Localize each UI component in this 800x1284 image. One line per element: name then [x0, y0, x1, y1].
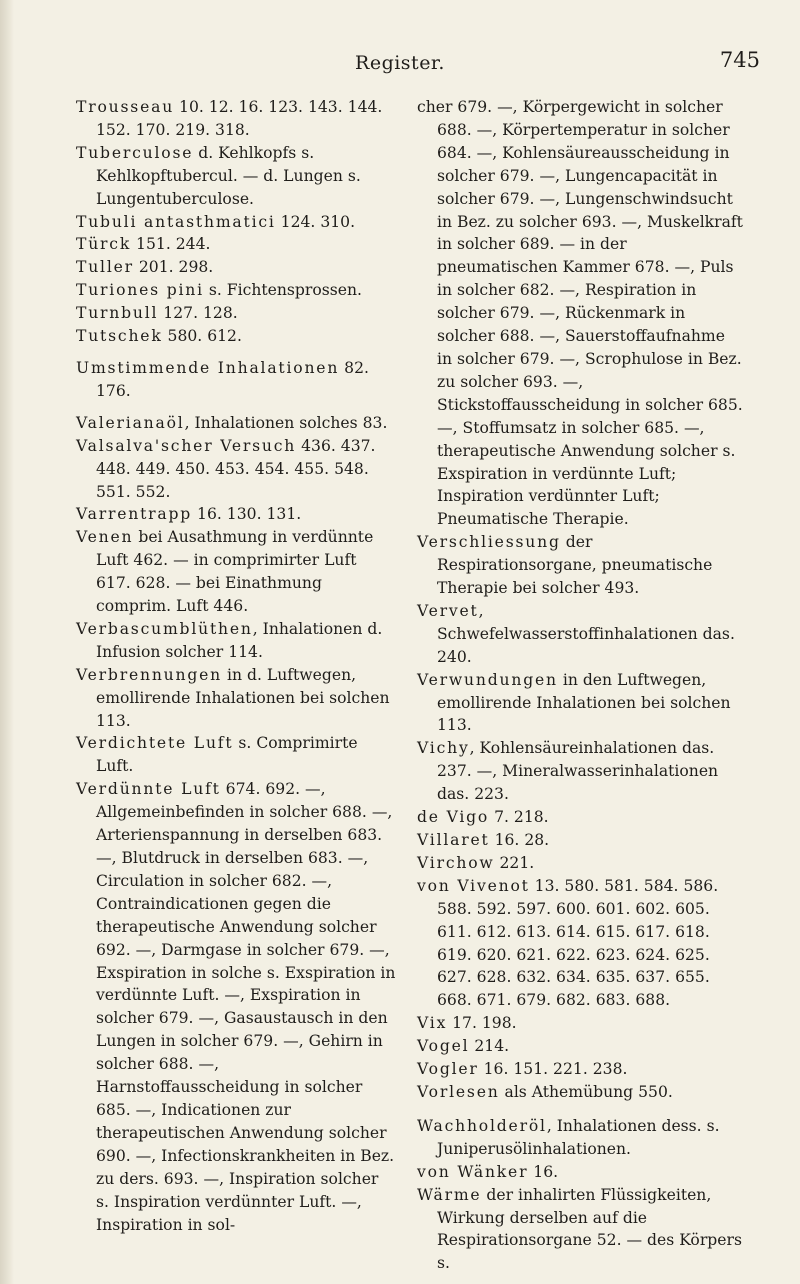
- entry-term: Varrentrapp: [76, 505, 193, 524]
- entry-term: Türck: [76, 235, 132, 254]
- entry-term: Tutschek: [76, 327, 163, 346]
- entry-term: Verbascumblüthen: [76, 619, 253, 638]
- entry-term: Vervet: [417, 601, 479, 620]
- index-entry: [76, 142, 396, 211]
- entry-term: von Wänker: [417, 1162, 529, 1181]
- index-entry: [76, 664, 396, 733]
- entry-term: Vichy: [417, 739, 470, 758]
- entry-text: 16.: [528, 1162, 559, 1181]
- entry-text: 201. 298.: [133, 258, 214, 277]
- index-entry: [76, 96, 396, 142]
- index-entry: [76, 302, 396, 325]
- index-entry: [417, 1161, 743, 1184]
- entry-term: Virchow: [417, 853, 495, 872]
- entry-text: 16. 130. 131.: [192, 505, 302, 524]
- index-entry: [76, 233, 396, 256]
- entry-term: Trousseau: [76, 98, 175, 116]
- entry-text: cher 679. —, Körpergewicht in solcher 688. —, Körpertemperatur in solcher 684. —, Kohlensäureausscheidung in solcher 679. —, Lungencapacität in solcher 679. —, Lungenschwindsucht in Bez. zu solcher 693. —, Muskelkraft in solcher 689. — in der pneumatischen Kammer 678. —, Puls in solcher 682. —, Respiration in solcher 679. —, Rückenmark in solcher 688. —, Sauerstoffaufnahme in solcher 679. —, Scrophulose in Bez. zu solcher 693. —, Stickstoffausscheidung in solcher 685. —, Stoffumsatz in solcher 685. —, therapeutische Anwendung solcher s. Exspiration in verdünnte Luft; Inspiration verdünnter Luft; Pneumatische Therapie.: [417, 98, 743, 529]
- index-entry: [76, 279, 396, 302]
- entry-text: 7. 218.: [489, 808, 549, 827]
- entry-term: Wachholderöl: [417, 1116, 547, 1135]
- entry-text: , Inhalationen d. Infusion solcher 114.: [96, 619, 383, 661]
- index-entry: [76, 211, 396, 234]
- entry-text: 580. 612.: [162, 327, 242, 346]
- entry-text: 17. 198.: [447, 1014, 517, 1033]
- entry-term: Villaret: [417, 831, 490, 849]
- right-column: [417, 96, 743, 1275]
- entry-text: in d. Luftwegen, emollirende Inhalationen bei solchen 113.: [96, 665, 390, 730]
- entry-term: Tuberculose: [76, 143, 194, 162]
- entry-text: der inhalirten Flüssigkeiten, Wirkung derselben auf die Respirationsorgane 52. — des Körpers s.: [437, 1185, 742, 1273]
- entry-text: , Inhalationen dess. s. Juniperusölinhalationen.: [437, 1116, 720, 1158]
- entry-text: 127. 128.: [158, 304, 238, 323]
- index-entry: [76, 778, 396, 1236]
- index-entry: [76, 412, 396, 435]
- entry-text: 151. 244.: [131, 235, 211, 254]
- index-entry: [417, 806, 743, 829]
- index-entry: [76, 526, 396, 618]
- entry-term: de Vigo: [417, 808, 490, 827]
- index-entry: [417, 1081, 743, 1104]
- entry-text: 16. 151. 221. 238.: [478, 1060, 628, 1079]
- entry-term: Verwundungen: [417, 670, 558, 689]
- entry-text: 436. 437. 448. 449. 450. 453. 454. 455. 548. 551. 552.: [96, 436, 376, 501]
- index-entry: [417, 1035, 743, 1058]
- index-entry: [417, 1115, 743, 1161]
- page-number: 745: [719, 48, 760, 72]
- entry-text: bei Ausathmung in verdünnte Luft 462. — in comprimirter Luft 617. 628. — bei Einathmung comprim. Luft 446.: [96, 528, 374, 616]
- entry-text: 674. 692. —, Allgemeinbefinden in solcher 688. —, Arterienspannung in derselben 683. —, Blutdruck in derselben 683. —, Circulation in solcher 682. —, Contraindicationen gegen die therapeutische Anwendung solcher 692. —, Darmgase in solcher 679. —, Exspiration in solche s. Exspiration in verdünnte Luft. —, Exspiration in solcher 679. —, Gasaustausch in den Lungen in solcher 679. —, Gehirn in solcher 688. —, Harnstoffausscheidung in solcher 685. —, Indicationen zur therapeutischen Anwendung solcher 690. —, Infectionskrankheiten in Bez. zu ders. 693. —, Inspiration solcher s. Inspiration verdünnter Luft. —, Inspiration in sol-: [96, 780, 396, 1234]
- index-entry: [76, 325, 396, 348]
- entry-term: Valsalva'scher Versuch: [76, 436, 297, 455]
- entry-text: der Respirationsorgane, pneumatische Therapie bei solcher 493.: [437, 533, 713, 598]
- index-entry: [76, 256, 396, 279]
- entry-term: Verdichtete Luft: [76, 734, 234, 753]
- entry-term: Valerianaöl: [76, 413, 185, 432]
- entry-term: von Vivenot: [417, 876, 530, 895]
- entry-term: Turiones pini: [76, 281, 204, 300]
- entry-term: Vorlesen: [417, 1082, 500, 1101]
- index-entry: [417, 829, 743, 852]
- entry-term: Vogler: [417, 1060, 479, 1079]
- index-entry: [76, 618, 396, 664]
- page-header: [0, 48, 800, 78]
- entry-text: 221.: [494, 853, 535, 872]
- entry-term: Tuller: [76, 258, 134, 277]
- entry-text: s. Comprimirte Luft.: [96, 734, 358, 776]
- entry-term: Vix: [417, 1014, 448, 1033]
- entry-text: in den Luftwegen, emollirende Inhalationen bei solchen 113.: [437, 670, 731, 735]
- entry-text: , Schwefelwasserstoffinhalationen das. 240.: [437, 601, 735, 666]
- entry-term: Vogel: [417, 1037, 470, 1056]
- entry-term: Turnbull: [76, 304, 159, 323]
- entry-text: d. Kehlkopfs s. Kehlkopftubercul. — d. Lungen s. Lungentuberculose.: [96, 143, 361, 208]
- index-entry: [417, 600, 743, 669]
- index-entry: [417, 1058, 743, 1081]
- entry-text: 16. 28.: [489, 831, 550, 849]
- entry-term: Venen: [76, 528, 134, 547]
- entry-term: Tubuli antasthmatici: [76, 212, 276, 231]
- entry-text: 13. 580. 581. 584. 586. 588. 592. 597. 600. 601. 602. 605. 611. 612. 613. 614. 615. 617. 618. 619. 620. 621. 622. 623. 624. 625. 627. 628. 632. 634. 635. 637. 655. 668. 671. 679. 682. 683. 688.: [437, 876, 719, 1010]
- entry-term: Verbrennungen: [76, 665, 223, 684]
- entry-term: Wärme: [417, 1185, 482, 1204]
- entry-text: , Inhalationen solches 83.: [184, 413, 388, 432]
- index-entry: [417, 1184, 743, 1276]
- index-entry: [76, 357, 396, 403]
- left-column: [76, 96, 396, 1236]
- entry-text: 124. 310.: [275, 212, 356, 231]
- entry-text: als Athemübung 550.: [499, 1082, 673, 1101]
- index-entry: [417, 1012, 743, 1035]
- running-title: Register.: [355, 52, 445, 74]
- entry-text: 214.: [469, 1037, 510, 1056]
- entry-term: Verschliessung: [417, 533, 561, 552]
- index-entry: [417, 875, 743, 1012]
- entry-text: 10. 12. 16. 123. 143. 144. 152. 170. 219. 318.: [96, 98, 383, 139]
- index-entry: [76, 435, 396, 504]
- entry-text: 82. 176.: [96, 358, 369, 400]
- index-entry: [417, 531, 743, 600]
- entry-term: Umstimmende Inhalationen: [76, 358, 340, 377]
- page-spine-shadow: [0, 0, 14, 1284]
- entry-text: s. Fichtensprossen.: [203, 281, 362, 300]
- index-entry: [76, 503, 396, 526]
- entry-text: , Kohlensäureinhalationen das. 237. —, Mineralwasserinhalationen das. 223.: [437, 739, 719, 804]
- index-entry: [76, 732, 396, 778]
- index-entry-continued: [417, 96, 743, 531]
- entry-term: Verdünnte Luft: [76, 780, 221, 799]
- index-entry: [417, 669, 743, 738]
- index-entry: [417, 852, 743, 875]
- index-entry: [417, 737, 743, 806]
